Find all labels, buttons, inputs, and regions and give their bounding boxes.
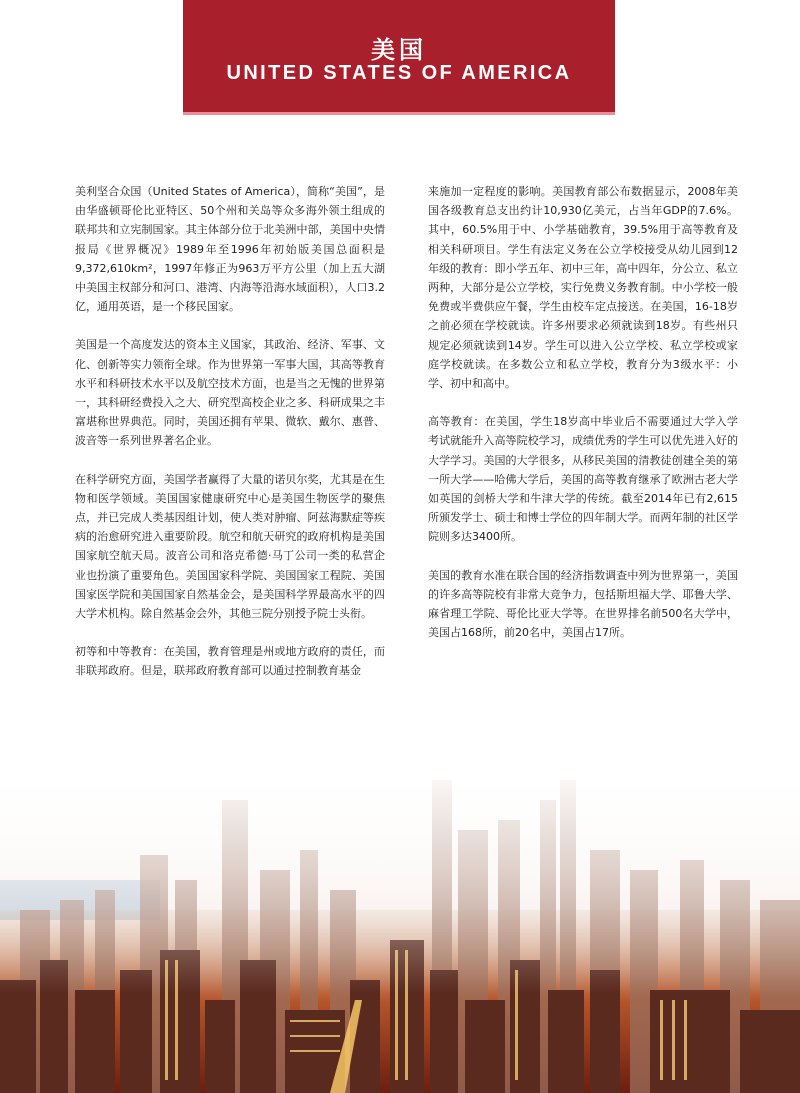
paragraph: 高等教育：在美国，学生18岁高中毕业后不需要通过大学入学考试就能升入高等院校学习，成绩优秀的学生可以优先进入好的大学学习。美国的大学很多，从移民美国的清教徒创建全美的第一所大学——哈佛大学后，美国的高等教育继承了欧洲古老大学如英国的剑桥大学和牛津大学的传统。截至2014年已有2,615所颁发学士、硕士和博士学位的四年制大学。而两年制的社区学院则多达3400所。: [428, 415, 738, 544]
page-title-en: UNITED STATES OF AMERICA: [226, 62, 572, 84]
article-right-column: [428, 182, 738, 661]
banner-underline: [183, 112, 615, 115]
article-left-column: [75, 182, 385, 700]
paragraph: 在科学研究方面，美国学者赢得了大量的诺贝尔奖，尤其是在生物和医学领域。美国国家健康研究中心是美国生物医学的聚焦点，并已完成人类基因组计划，使人类对肿瘤、阿兹海默症等疾病的治愈研究进入重要阶段。航空和航天研究的政府机构是美国国家航空航天局。波音公司和洛克希德·马丁公司一类的私营企业也扮演了重要角色。美国国家科学院、美国国家工程院、美国国家医学院和美国国家自然基金会，是美国科学界最高水平的四大学术机构。除自然基金会外，其他三院分别授予院士头衔。: [75, 472, 385, 621]
page-title-cn: 美国: [371, 36, 427, 64]
paragraph: 美国是一个高度发达的资本主义国家，其政治、经济、军事、文化、创新等实力领衔全球。作为世界第一军事大国，其高等教育水平和科研技术水平以及航空技术方面，也是当之无愧的世界第一，其科研经费投入之大、研究型高校企业之多、科研成果之丰富堪称世界典范。同时，美国还拥有苹果、微软、戴尔、惠普、波音等一系列世界著名企业。: [75, 338, 385, 448]
paragraph: 来施加一定程度的影响。美国教育部公布数据显示，2008年美国各级教育总支出约计10,930亿美元，占当年GDP的7.6%。其中，60.5%用于中、小学基础教育，39.5%用于高等教育及相关科研项目。学生有法定义务在公立学校接受从幼儿园到12年级的教育：即小学五年、初中三年，高中四年，分公立、私立两种，大部分是公立学校，实行免费义务教育制。中小学校一般免费或半费供应午餐，学生由校车定点接送。在美国，16-18岁之前必须在学校就读。许多州要求必须就读到18岁。有些州只规定必须就读到14岁。学生可以进入公立学校、私立学校或家庭学校就读。在多数公立和私立学校，教育分为3级水平：小学、初中和高中。: [428, 185, 738, 391]
paragraph: 美利坚合众国（United States of America），简称“美国”，是由华盛顿哥伦比亚特区、50个州和关岛等众多海外领土组成的联邦共和立宪制国家。其主体部分位于北美洲中部，美国中央情报局《世界概况》1989年至1996年初始版美国总面积是9,372,610km²，1997年修正为963万平方公里（加上五大湖中美国主权部分和河口、港湾、内海等沿海水域面积），人口3.2亿，通用英语，是一个移民国家。: [75, 185, 385, 314]
paragraph: 美国的教育水准在联合国的经济指数调查中列为世界第一，美国的许多高等院校有非常大竞争力，包括斯坦福大学、耶鲁大学、麻省理工学院、哥伦比亚大学等。在世界排名前500名大学中，美国占168所，前20名中，美国占17所。: [428, 568, 738, 640]
title-banner: [183, 0, 615, 112]
city-skyline-image: [0, 760, 800, 1093]
paragraph: 初等和中等教育：在美国，教育管理是州或地方政府的责任，而非联邦政府。但是，联邦政府教育部可以通过控制教育基金: [75, 645, 385, 678]
